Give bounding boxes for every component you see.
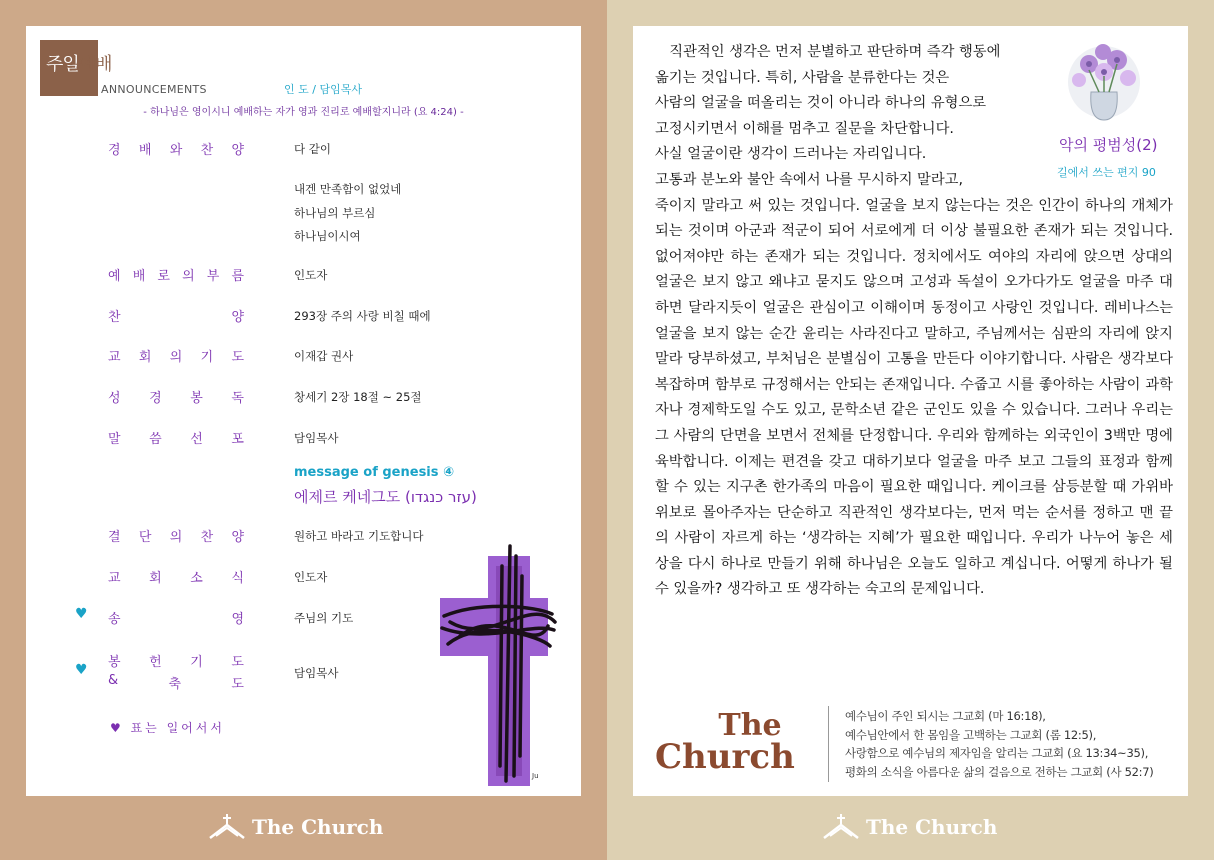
letter-line: 직관적인 생각은 먼저 분별하고 판단하며 즉각 행동에 [655, 44, 1001, 60]
page-title: 주일예배 [46, 54, 112, 75]
song-item: 하나님의 부르심 [294, 206, 376, 220]
bulletin-order-page [26, 26, 581, 796]
church-icon [822, 814, 860, 840]
order-label: 말 씀 선 포 [108, 432, 244, 447]
the-church-logo: The Church [655, 708, 795, 777]
divider [828, 706, 829, 782]
motto-line: 평화의 소식을 아름다운 삶의 걸음으로 전하는 그교회 (사 52:7) [845, 764, 1154, 779]
letter-line: 옮기는 것입니다. 특히, 사람을 분류한다는 것은 [655, 69, 950, 86]
order-label: 찬 양 [108, 310, 244, 325]
footer-logo: The Church [822, 810, 997, 844]
motto-line: 예수님안에서 한 몸임을 고백하는 그교회 (롬 12:5), [845, 727, 1097, 742]
letter-body [655, 40, 1173, 603]
order-label: & 축 도 [108, 673, 244, 692]
order-label: 예 배 로 의 부 름 [108, 269, 244, 284]
message-series-title: message of genesis ④ [294, 465, 455, 480]
footer-logo: The Church [208, 810, 383, 844]
order-value: 창세기 2장 18절 ~ 25절 [294, 390, 422, 404]
message-title: 에제르 케네그도 (עזר כנגדו) [294, 488, 477, 506]
order-value: 인도자 [294, 570, 328, 584]
order-value: 다 같이 [294, 142, 331, 156]
motto-line: 예수님이 주인 되시는 그교회 (마 16:18), [845, 709, 1046, 723]
order-value: 담임목사 [294, 666, 339, 680]
letter-line: 사실 얼굴이란 생각이 드러나는 자리입니다. [655, 146, 927, 163]
order-value: 원하고 바라고 기도합니다 [294, 529, 424, 543]
letter-paragraph: 죽이지 말라고 써 있는 것입니다. 얼굴을 보지 않는다는 것은 인간이 하나의 개체가 되는 것이며 아군과 적군이 되어 서로에게 더 이상 불필요한 존재가 되는 것입니다. 없어져야만 하는 존재가 되는 것입니다. 정치에서도 여야의 자리에 앉으면 상대의 얼굴은 보지 않고 왜냐고 묻지도 않으며 고성과 독설이 오가다가도 얼굴을 마주 대하면 달라지듯이 얼굴은 관심이고 이해이며 동정이고 사랑인 것입니다. 레비나스는 얼굴을 보지 않는 순간 윤리는 사라진다고 말하고, 주님께서는 심판의 자리에 앉지 말라 당부하셨고, 부처님은 분별심이 고통을 만든다 이야기합니다. 사람은 생각보다 복잡하며 함부로 규정해서는 안되는 존재입니다. 수줍고 시를 좋아하는 사람이 과학자나 경제학도일 수도 있고, 문학소년 같은 군인도 있을 수 있습니다. 그러나 우리는 그 사람의 단면을 보면서 전체를 단정합니다. 우리와 함께하는 외국인이 3백만 명에 육박합니다. 이제는 편견을 갖고 대하기보다 얼굴을 마주 보고 그들의 표정과 함께할 수 있는 지구촌 한가족의 마음이 필요한 때입니다. 케이크를 삼등분할 때 가위바위보로 몰아주자는 단순하고 직관적인 생각보다는, 먼저 먹는 순서를 정하고 맨 끝의 사람이 자르게 하는 ‘생각하는 지혜’가 필요한 때입니다. 우리가 나누어 놓은 세상을 다시 하나로 만들기 위해 하나님은 오늘도 일하고 계십니다. 어떻게 하나가 될 수 있을까? 생각하고 또 생각하는 숙고의 문제입니다. [655, 197, 1173, 598]
series-subtitle: 길에서 쓰는 편지 90 [1057, 166, 1156, 179]
order-label: 결 단 의 찬 양 [108, 530, 244, 545]
heart-icon: ♥ [75, 606, 88, 622]
order-value: 담임목사 [294, 431, 339, 445]
leader-label: 인 도 / 담임목사 [284, 83, 362, 96]
heart-icon: ♥ [75, 662, 88, 678]
church-mottos [845, 707, 1153, 781]
order-value: 주님의 기도 [294, 611, 354, 625]
order-label: 송 영 [108, 612, 244, 627]
order-label: 경 배 와 찬 양 [108, 143, 244, 158]
song-item: 하나님이시여 [294, 229, 361, 243]
flower-vase-illustration [1065, 34, 1143, 124]
verse-text: - 하나님은 영이시니 예배하는 자가 영과 진리로 예배할지니라 (요 4:24) - [143, 107, 464, 118]
cross-illustration [440, 526, 560, 786]
church-icon [208, 814, 246, 840]
order-value: 293장 주의 사랑 비칠 때에 [294, 309, 431, 323]
order-value: 이재갑 권사 [294, 349, 354, 363]
motto-line: 사랑함으로 예수님의 제자임을 알리는 그교회 (요 13:34~35), [845, 746, 1149, 760]
order-label: 교 회 의 기 도 [108, 350, 244, 365]
letter-page [633, 26, 1188, 796]
announcements-label: ANNOUNCEMENTS [101, 83, 207, 96]
song-item: 내겐 만족함이 없었네 [294, 182, 402, 196]
order-label: 봉 헌 기 도 [108, 655, 244, 670]
order-label: 성 경 봉 독 [108, 391, 244, 406]
letter-line: 사람의 얼굴을 떠올리는 것이 아니라 하나의 유형으로 [655, 95, 987, 112]
order-label: 교 회 소 식 [108, 571, 244, 586]
letter-line: 고정시키면서 이해를 멈추고 질문을 차단합니다. [655, 120, 954, 137]
stand-note: ♥ 표는 일어서서 [110, 721, 225, 735]
series-title: 악의 평범성(2) [1059, 136, 1158, 154]
order-value: 인도자 [294, 268, 328, 282]
letter-line: 고통과 분노와 불안 속에서 나를 무시하지 말라고, [655, 171, 964, 188]
svg-text:Ju: Ju [532, 772, 539, 780]
